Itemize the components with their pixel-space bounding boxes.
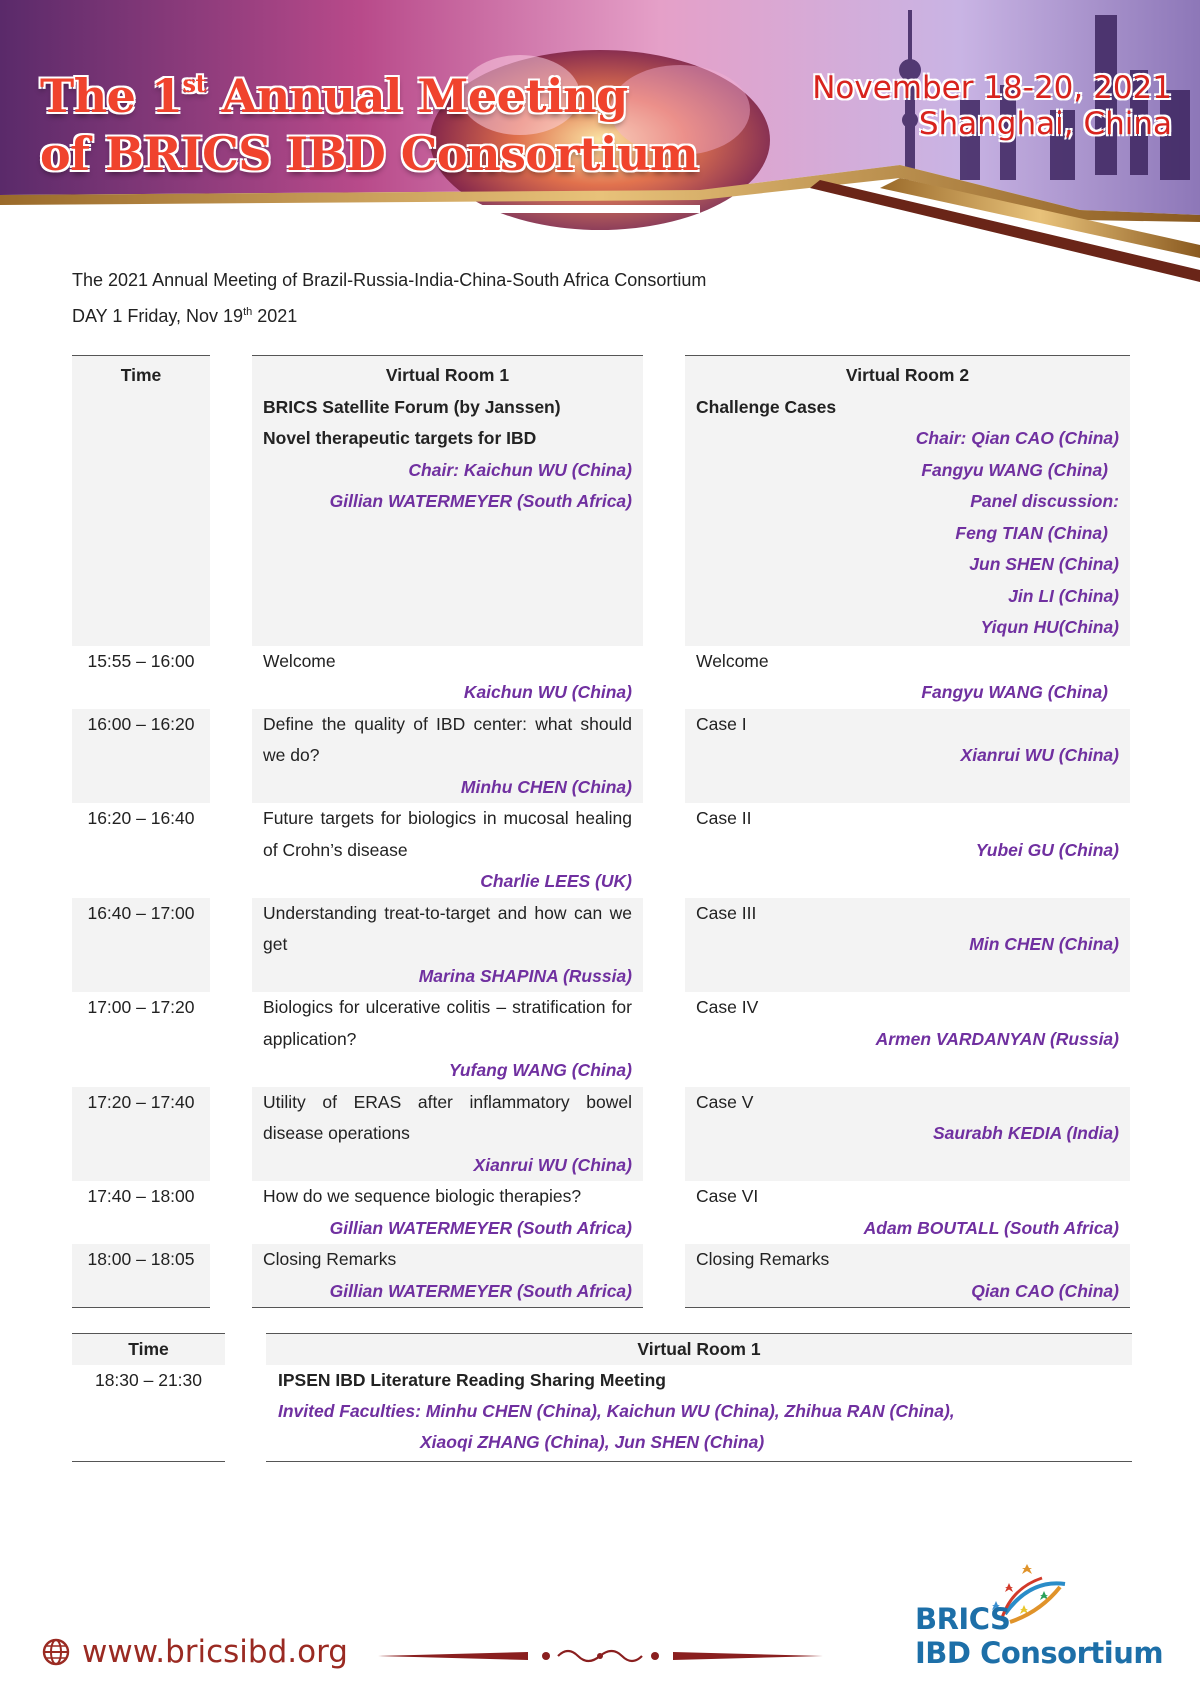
session-speaker: Saurabh KEDIA (India) [932, 1123, 1119, 1143]
room2-header: Virtual Room 2 Challenge Cases Chair: Qian CAO (China) Fangyu WANG (China) Panel discussion: Feng TIAN (China) Jun SHEN (China) Jin LI (China) Yiqun HU(China) [685, 356, 1130, 646]
event-date-location [812, 70, 1172, 142]
session-speaker: Armen VARDANYAN (Russia) [875, 1028, 1119, 1049]
table-row [72, 898, 1130, 993]
room1-chair: Gillian WATERMEYER (South Africa) [329, 491, 632, 511]
table-header-row [72, 355, 1130, 646]
table-row [72, 709, 1130, 804]
evening-session-table [72, 1333, 1132, 1462]
day-heading: DAY 1 Friday, Nov 19th 2021 [72, 306, 298, 326]
session-speaker: Xianrui WU (China) [473, 1154, 632, 1175]
session-title: Case VI [696, 1186, 759, 1206]
session-speaker: Qian CAO (China) [971, 1280, 1119, 1301]
session-time: 17:20 – 17:40 [72, 1087, 210, 1182]
brics-logo-text: BRICS IBD Consortium [915, 1602, 1164, 1670]
session-time: 16:00 – 16:20 [72, 709, 210, 804]
session-title: Case V [696, 1091, 754, 1112]
table-row [72, 1087, 1130, 1182]
session-speaker: Marina SHAPINA (Russia) [418, 965, 632, 986]
session-speaker: Min CHEN (China) [969, 934, 1119, 954]
session-time: 17:00 – 17:20 [87, 997, 195, 1017]
website-link[interactable]: www.bricsibd.org [42, 1634, 348, 1670]
session-speaker: Minhu CHEN (China) [460, 776, 632, 797]
session-speaker: Gillian WATERMEYER (South Africa) [329, 1280, 632, 1301]
invited-faculties: Invited Faculties: Minhu CHEN (China), Kaichun WU (China), Zhihua RAN (China), [278, 1401, 955, 1421]
session-title: Closing Remarks [263, 1249, 397, 1269]
session-title: How do we sequence biologic therapies? [263, 1186, 582, 1206]
time-column-header: Time [72, 356, 210, 646]
room1-header: Virtual Room 1 BRICS Satellite Forum (by Janssen) Novel therapeutic targets for IBD Chair: Kaichun WU (China) Gillian WATERMEYER (South Africa) [252, 356, 643, 646]
table-row [72, 1365, 1132, 1458]
session-title: Case I [696, 713, 747, 734]
room2-panelist: Feng TIAN (China) [955, 522, 1108, 543]
session-title: IPSEN IBD Literature Reading Sharing Meeting [278, 1370, 666, 1390]
room1-chair: Chair: Kaichun WU (China) [408, 459, 632, 480]
session-speaker: Kaichun WU (China) [463, 682, 632, 702]
session-title: Case III [696, 902, 757, 923]
session-title: Utility of ERAS after inflammatory bowel disease operations [263, 1091, 632, 1143]
intro-text [72, 264, 706, 332]
session-title: Understanding treat-to-target and how can we get [263, 902, 632, 954]
room1-header: Virtual Room 1 [266, 1334, 1132, 1365]
session-speaker: Xianrui WU (China) [960, 745, 1119, 765]
room2-panelist: Yiqun HU(China) [980, 617, 1119, 637]
session-time: 16:20 – 16:40 [87, 808, 195, 828]
room2-panel-label: Panel discussion: [970, 491, 1119, 511]
header-banner [0, 0, 1200, 290]
session-time: 16:40 – 17:00 [72, 898, 210, 993]
session-title: Welcome [696, 650, 769, 671]
session-speaker: Fangyu WANG (China) [921, 682, 1108, 702]
table-header-row [72, 1334, 1132, 1365]
session-title: Case II [696, 808, 752, 828]
table-row [72, 646, 1130, 709]
room1-forum: BRICS Satellite Forum (by Janssen) [263, 396, 561, 417]
session-title: Case IV [696, 997, 759, 1017]
time-column-header: Time [72, 1334, 225, 1365]
table-row [72, 1181, 1130, 1244]
session-time: 17:40 – 18:00 [87, 1186, 195, 1206]
session-speaker: Yubei GU (China) [975, 839, 1119, 860]
table-row [72, 992, 1130, 1087]
session-title: Biologics for ulcerative colitis – stratification for application? [263, 997, 632, 1049]
globe-icon [42, 1638, 70, 1666]
event-date: November 18-20, 2021 [812, 70, 1172, 106]
session-speaker: Gillian WATERMEYER (South Africa) [329, 1217, 632, 1238]
invited-faculties-cont: Xiaoqi ZHANG (China), Jun SHEN (China) [420, 1432, 765, 1452]
room1-theme: Novel therapeutic targets for IBD [263, 428, 537, 448]
meeting-full-name: The 2021 Annual Meeting of Brazil-Russia-India-China-South Africa Consortium [72, 270, 707, 290]
event-title: The 1st Annual Meeting of BRICS IBD Consortium [40, 69, 699, 181]
session-speaker: Yufang WANG (China) [448, 1060, 632, 1080]
session-speaker: Charlie LEES (UK) [480, 871, 632, 891]
session-title: Define the quality of IBD center: what should we do? [263, 713, 632, 765]
schedule-table-day1 [72, 355, 1130, 1308]
room2-panelist: Jun SHEN (China) [969, 554, 1119, 574]
table-row [72, 1244, 1130, 1307]
session-title: Closing Remarks [696, 1249, 830, 1269]
room2-panelist: Jin LI (China) [1008, 585, 1119, 606]
table-row [72, 803, 1130, 898]
session-time: 15:55 – 16:00 [87, 650, 195, 671]
session-title: Welcome [263, 650, 336, 671]
room2-theme: Challenge Cases [696, 396, 837, 417]
room2-chair: Fangyu WANG (China) [921, 459, 1108, 480]
footer-ornament [378, 1647, 823, 1665]
room2-chair: Chair: Qian CAO (China) [915, 428, 1119, 448]
event-location: Shanghai, China [918, 106, 1172, 142]
session-speaker: Adam BOUTALL (South Africa) [863, 1217, 1119, 1238]
session-title: Future targets for biologics in mucosal healing of Crohn’s disease [263, 808, 632, 860]
session-time: 18:30 – 21:30 [94, 1370, 203, 1390]
session-time: 18:00 – 18:05 [72, 1244, 210, 1307]
